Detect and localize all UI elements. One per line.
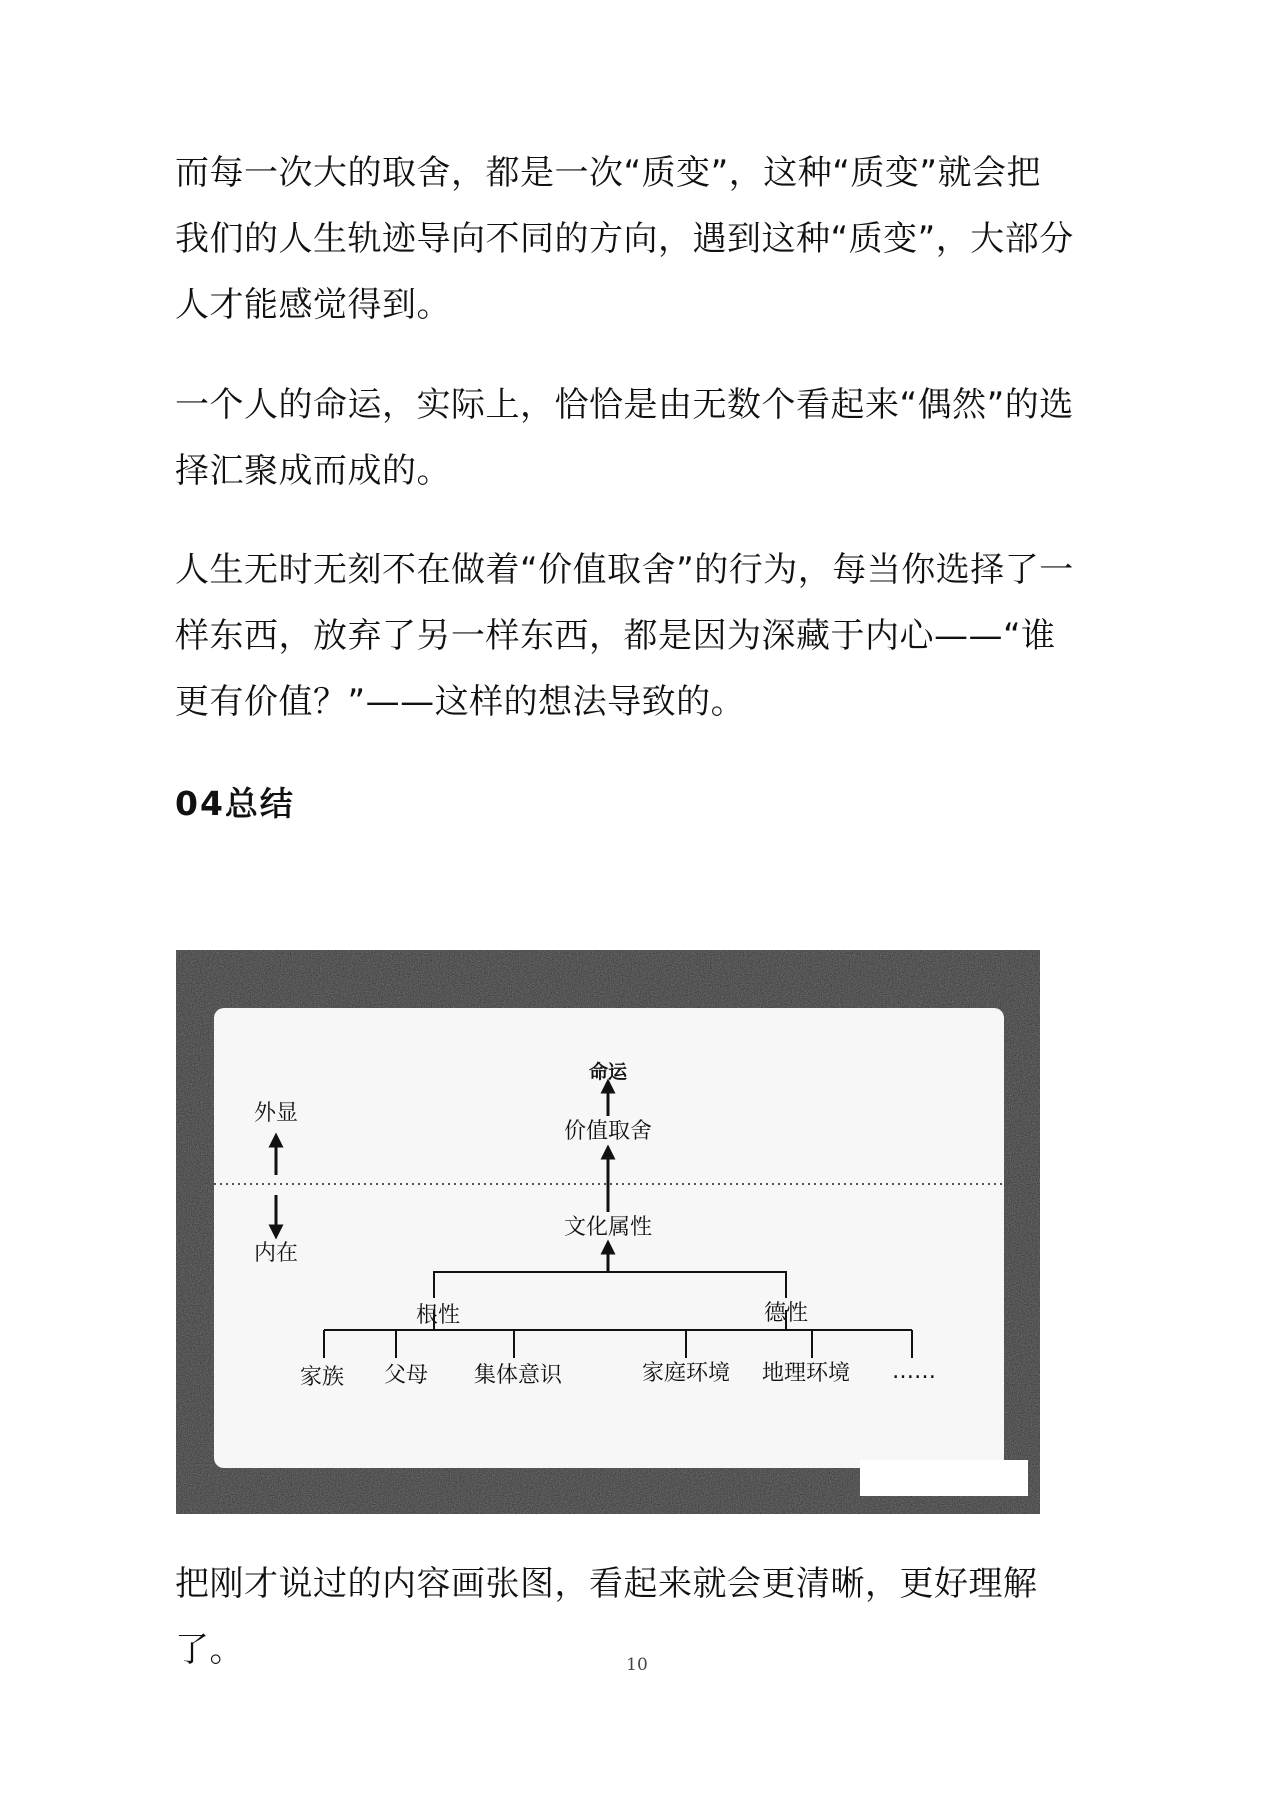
leaf-parents: 父母 <box>383 1363 429 1388</box>
paragraph-3: 人生无时无刻不在做着“价值取舍”的行为，每当你选择了一样东西，放弃了另一样东西，都是因为深藏于内心——“谁更有价值？”——这样的想法导致的。 <box>175 550 1074 722</box>
leaf-family-clan: 家族 <box>299 1365 345 1390</box>
axis-label-inner: 内在 <box>253 1241 299 1266</box>
node-fate: 命运 <box>588 1061 628 1083</box>
leaf-ellipsis: …… <box>892 1359 936 1384</box>
section-title: 04总结 <box>175 784 295 823</box>
node-value-choice: 价值取舍 <box>563 1119 653 1144</box>
page-number: 10 <box>626 1655 648 1675</box>
leaf-collective-consciousness: 集体意识 <box>473 1363 563 1388</box>
paragraph-2: 一个人的命运，实际上，恰恰是由无数个看起来“偶然”的选择汇聚成而成的。 <box>175 385 1074 491</box>
leaf-family-environment: 家庭环境 <box>641 1361 731 1386</box>
diagram-figure <box>176 950 1040 1514</box>
leaf-geographic-environment: 地理环境 <box>761 1361 851 1386</box>
diagram-svg <box>176 950 1040 1514</box>
node-cultural-attribute: 文化属性 <box>563 1215 653 1240</box>
node-root-nature: 根性 <box>415 1303 461 1328</box>
paragraph-1: 而每一次大的取舍，都是一次“质变”，这种“质变”就会把我们的人生轨迹导向不同的方向，遇到这种“质变”，大部分人才能感觉得到。 <box>175 153 1074 325</box>
node-virtue-nature: 德性 <box>763 1301 809 1326</box>
diagram-blank-label <box>860 1460 1028 1496</box>
figure-caption: 把刚才说过的内容画张图，看起来就会更清晰，更好理解了。 <box>175 1564 1038 1670</box>
axis-label-outer: 外显 <box>253 1101 299 1126</box>
